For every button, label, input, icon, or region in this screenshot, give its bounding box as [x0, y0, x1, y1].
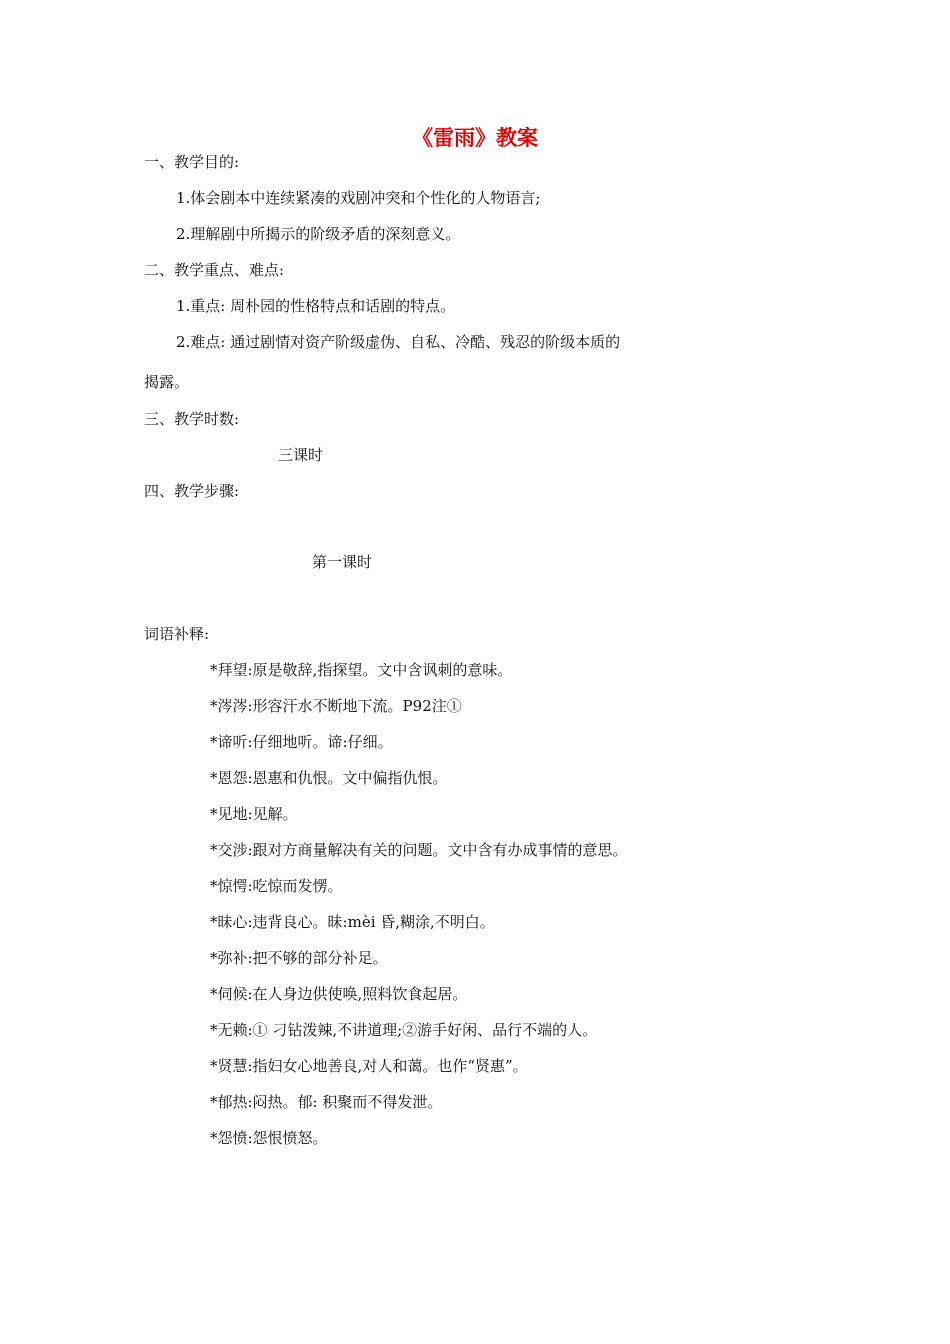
vocab-item: *交涉:跟对方商量解决有关的问题。文中含有办成事情的意思。: [210, 841, 628, 859]
key-point-continuation: 揭露。: [144, 373, 190, 391]
vocab-item: *昧心:违背良心。昧:mèi 昏,糊涂,不明白。: [210, 913, 495, 931]
vocab-item: *怨愤:怨恨愤怒。: [210, 1129, 328, 1147]
objective-item: 1.体会剧本中连续紧凑的戏剧冲突和个性化的人物语言;: [176, 189, 541, 207]
vocab-item: *伺候:在人身边供使唤,照料饮食起居。: [210, 985, 468, 1003]
key-point-item: 1.重点: 周朴园的性格特点和话剧的特点。: [176, 297, 456, 315]
hours-value: 三课时: [278, 446, 324, 464]
section-heading-objectives: 一、教学目的:: [144, 153, 240, 171]
section-heading-hours: 三、教学时数:: [144, 410, 240, 428]
vocab-item: *惊愕:吃惊而发愣。: [210, 877, 343, 895]
vocab-item: *贤慧:指妇女心地善良,对人和蔼。也作“贤惠”。: [210, 1057, 528, 1075]
section-heading-key-points: 二、教学重点、难点:: [144, 261, 285, 279]
section-heading-steps: 四、教学步骤:: [144, 482, 240, 500]
vocab-item: *无赖:① 刁钻泼辣,不讲道理;②游手好闲、品行不端的人。: [210, 1021, 598, 1039]
vocab-item: *郁热:闷热。郁: 积聚而不得发泄。: [210, 1093, 443, 1111]
vocab-heading: 词语补释:: [144, 625, 210, 643]
vocab-item: *恩怨:恩惠和仇恨。文中偏指仇恨。: [210, 769, 448, 787]
vocab-item: *谛听:仔细地听。谛:仔细。: [210, 733, 393, 751]
vocab-item: *拜望:原是敬辞,指探望。文中含讽刺的意味。: [210, 661, 513, 679]
vocab-item: *见地:见解。: [210, 805, 298, 823]
objective-item: 2.理解剧中所揭示的阶级矛盾的深刻意义。: [176, 225, 461, 243]
vocab-item: *涔涔:形容汗水不断地下流。P92注①: [210, 697, 462, 715]
vocab-item: *弥补:把不够的部分补足。: [210, 949, 388, 967]
key-point-item: 2.难点: 通过剧情对资产阶级虚伪、自私、冷酷、残忍的阶级本质的: [176, 333, 621, 351]
lesson-heading: 第一课时: [312, 553, 373, 571]
document-title: 《雷雨》教案: [412, 126, 538, 150]
